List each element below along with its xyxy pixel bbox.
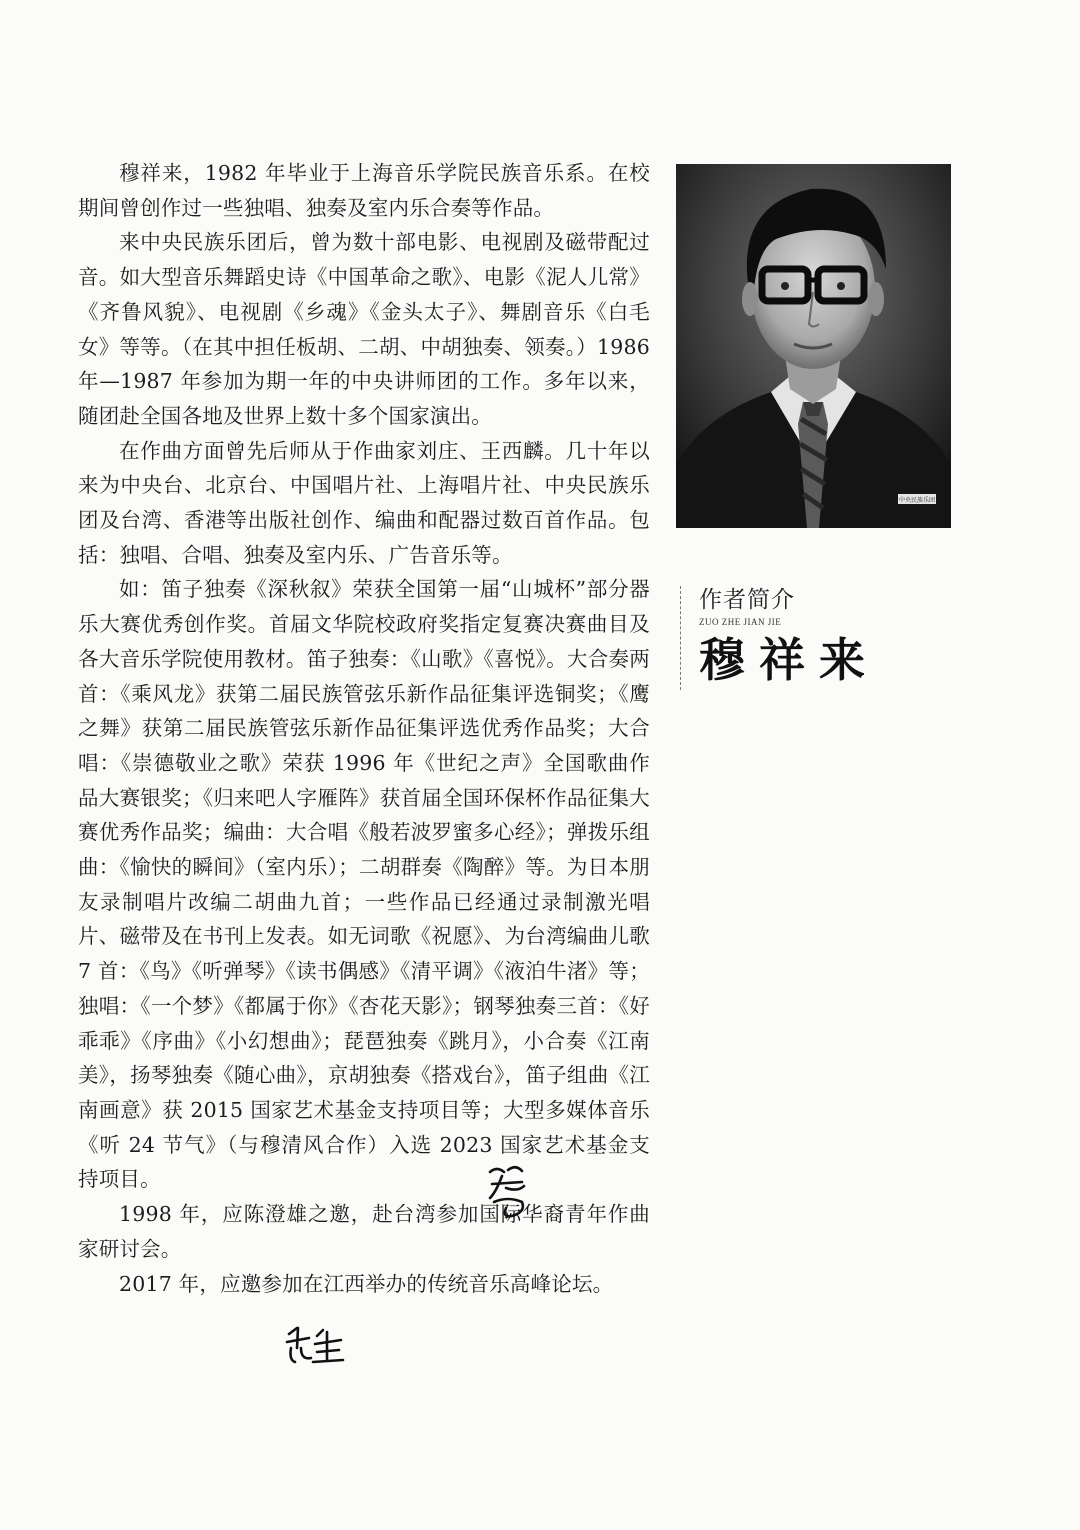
badge-text: 中央民族乐团	[898, 497, 936, 504]
paragraph-1998: 1998 年，应陈澄雄之邀，赴台湾参加国际华裔青年作曲家研讨会。	[78, 1202, 650, 1261]
author-pinyin: ZUO ZHE JIAN JIE	[699, 617, 782, 627]
paragraph-education: 穆祥来，1982 年毕业于上海音乐学院民族音乐系。在校期间曾创作过一些独唱、独奏及室内乐合奏等作品。	[78, 161, 650, 220]
paragraph-awards: 如：笛子独奏《深秋叙》荣获全国第一届“山城杯”部分器乐大赛优秀创作奖。首届文华院校政府奖指定复赛决赛曲目及各大音乐学院使用教材。笛子独奏：《山歌》《喜悦》。大合奏两首：《乘风龙》获第二届民族管弦乐新作品征集评选铜奖；《鹰之舞》获第二届民族管弦乐新作品征集评选优秀作品奖；大合唱：《崇德敬业之歌》荣获 1996 年《世纪之声》全国歌曲作品大赛银奖；《归来吧人字雁阵》获首届全国环保杯作品征集大赛优秀作品奖；编曲：大合唱《般若波罗蜜多心经》；弹拨乐组曲：《愉快的瞬间》（室内乐）；二胡群奏《陶醉》等。为日本朋友录制唱片改编二胡曲九首；一些作品已经通过录制激光唱片、磁带及在书刊上发表。如无词歌《祝愿》、为台湾编曲儿歌 7 首：《鸟》《听弹琴》《读书偶感》《清平调》《液泊牛渚》等；独唱：《一个梦》《都属于你》《杏花天影》；钢琴独奏三首：《好乖乖》《序曲》《小幻想曲》；琵琶独奏《跳月》，小合奏《江南美》，扬琴独奏《随心曲》，京胡独奏《搭戏台》，笛子组曲《江南画意》获 2015 国家艺术基金支持项目等；大型多媒体音乐《听 24 节气》（与穆清风合作）入选 2023 国家艺术基金支持项目。	[78, 577, 650, 1192]
author-label: 作者简介	[699, 587, 795, 613]
paragraph-2017: 2017 年，应邀参加在江西举办的传统音乐高峰论坛。	[119, 1271, 614, 1296]
paragraph-film-work: 来中央民族乐团后，曾为数十部电影、电视剧及磁带配过音。如大型音乐舞蹈史诗《中国革命之歌》、电影《泥人儿常》《齐鲁风貌》、电视剧《乡魂》《金头太子》、舞剧音乐《白毛女》等等。（在其中担任板胡、二胡、中胡独奏、领奏。）1986 年—1987 年参加为期一年的中央讲师团的工作。多年以来，随团赴全国各地及世界上数十多个国家演出。	[78, 230, 650, 428]
handwritten-mark-xiansheng	[283, 1322, 345, 1366]
author-portrait-photo	[676, 164, 951, 528]
author-name: 穆祥来	[699, 633, 879, 687]
handwritten-mark-deng	[482, 1162, 532, 1220]
author-heading	[680, 586, 959, 690]
biography-text	[78, 156, 650, 1301]
paragraph-composition: 在作曲方面曾先后师从于作曲家刘庄、王西麟。几十年以来为中央台、北京台、中国唱片社、上海唱片社、中央民族乐团及台湾、香港等出版社创作、编曲和配器过数百首作品。包括：独唱、合唱、独奏及室内乐、广告音乐等。	[78, 438, 650, 567]
